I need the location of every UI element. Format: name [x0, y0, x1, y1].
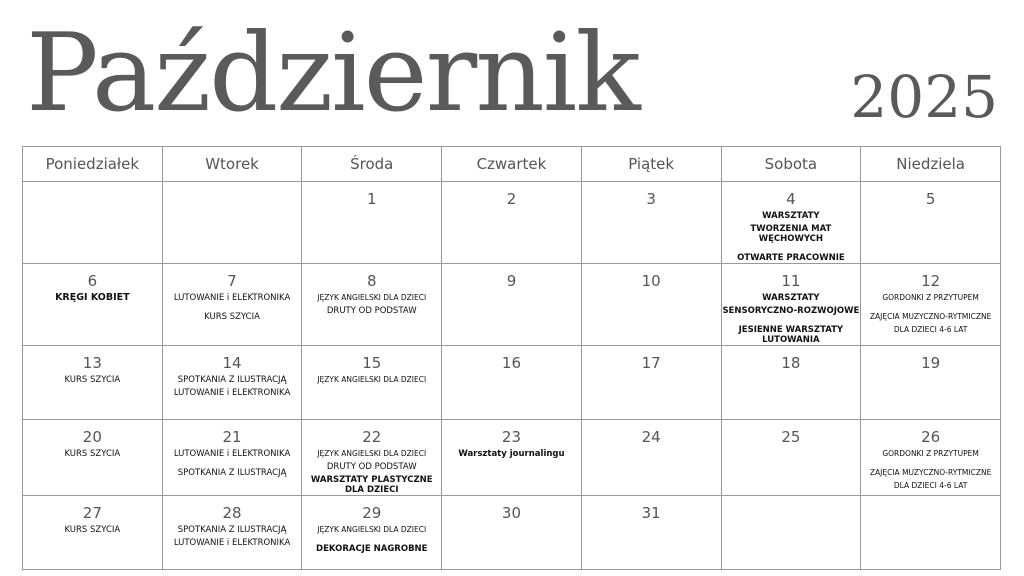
day-cell [581, 346, 721, 420]
event-label: JĘZYK ANGIELSKI DLA DZIECI [317, 525, 427, 534]
day-number: 22 [362, 428, 382, 446]
weekday-header: Niedziela [861, 147, 1001, 182]
weekday-header: Czwartek [442, 147, 582, 182]
event-label: ZAJĘCIA MUZYCZNO-RYTMICZNE [869, 312, 992, 321]
day-cell [442, 420, 582, 496]
day-cell [721, 182, 861, 264]
event-label: JĘZYK ANGIELSKI DLA DZIECI [317, 449, 427, 458]
event-label: LUTOWANIE i ELEKTRONIKA [173, 538, 291, 548]
day-number: 4 [786, 190, 796, 208]
day-number: 24 [641, 428, 661, 446]
event-label: WARSZTATY PLASTYCZNE DLA DZIECI [310, 475, 433, 495]
weekday-header: Piątek [581, 147, 721, 182]
weekday-header: Sobota [721, 147, 861, 182]
day-cell [721, 420, 861, 496]
day-number: 11 [781, 272, 801, 290]
event-label: DLA DZIECI 4-6 LAT [893, 481, 968, 490]
day-cell [23, 346, 163, 420]
event-label: GORDONKI Z PRZYTUPEM [882, 293, 979, 302]
day-number: 15 [362, 354, 382, 372]
day-number: 10 [641, 272, 661, 290]
event-label: KURS SZYCIA [64, 375, 121, 385]
event-label: KURS SZYCIA [64, 449, 121, 459]
event-label: WARSZTATY [762, 211, 820, 221]
day-number: 7 [227, 272, 237, 290]
event-label: DRUTY OD PODSTAW [326, 306, 417, 316]
event-label: LUTOWANIE i ELEKTRONIKA [173, 449, 291, 459]
day-number: 26 [921, 428, 941, 446]
event-label: LUTOWANIE i ELEKTRONIKA [173, 388, 291, 398]
week-row [23, 420, 1001, 496]
day-cell [162, 264, 302, 346]
week-row [23, 346, 1001, 420]
day-cell [581, 496, 721, 570]
day-cell [721, 264, 861, 346]
event-label: OTWARTE PRACOWNIE [737, 253, 845, 263]
day-cell [442, 496, 582, 570]
day-cell [581, 264, 721, 346]
calendar-grid [22, 146, 1001, 570]
day-number: 23 [501, 428, 521, 446]
day-cell [721, 346, 861, 420]
event-label: JĘZYK ANGIELSKI DLA DZIECI [317, 293, 427, 302]
day-cell [861, 346, 1001, 420]
day-number: 27 [82, 504, 102, 522]
day-number: 20 [82, 428, 102, 446]
day-number: 1 [366, 190, 377, 208]
empty-day-cell [721, 496, 861, 570]
event-label: SPOTKANIA Z ILUSTRACJĄ [177, 525, 287, 535]
day-number: 29 [362, 504, 382, 522]
day-cell [302, 264, 442, 346]
day-cell [442, 182, 582, 264]
day-number: 25 [781, 428, 801, 446]
week-row [23, 182, 1001, 264]
empty-day-cell [861, 496, 1001, 570]
event-label: DRUTY OD PODSTAW [326, 462, 417, 472]
day-cell [23, 264, 163, 346]
day-number: 12 [921, 272, 941, 290]
day-number: 2 [506, 190, 517, 208]
week-row [23, 264, 1001, 346]
day-cell [442, 346, 582, 420]
event-label: ZAJĘCIA MUZYCZNO-RYTMICZNE [869, 468, 992, 477]
day-number: 14 [222, 354, 242, 372]
day-number: 18 [781, 354, 801, 372]
event-label: JESIENNE WARSZTATY LUTOWANIA [738, 325, 844, 345]
year-title: 2025 [850, 63, 998, 131]
day-number: 8 [366, 272, 377, 290]
event-label: SPOTKANIA Z ILUSTRACJĄ [177, 375, 287, 385]
day-cell [302, 346, 442, 420]
event-label: SENSORYCZNO-ROZWOJOWE [722, 306, 860, 316]
day-number: 17 [641, 354, 661, 372]
day-number: 16 [501, 354, 521, 372]
day-number: 21 [222, 428, 242, 446]
day-cell [581, 420, 721, 496]
event-label: Warsztaty journalingu [458, 449, 565, 459]
day-cell [302, 420, 442, 496]
day-cell [861, 264, 1001, 346]
month-title: Październik [26, 11, 639, 136]
day-cell [442, 264, 582, 346]
day-number: 3 [646, 190, 656, 208]
weekday-header: Poniedziałek [23, 147, 163, 182]
day-cell [302, 496, 442, 570]
event-label: JĘZYK ANGIELSKI DLA DZIECI [317, 375, 427, 384]
day-cell [302, 182, 442, 264]
day-number: 30 [501, 504, 521, 522]
week-row [23, 496, 1001, 570]
day-number: 28 [222, 504, 242, 522]
day-number: 31 [641, 504, 661, 522]
event-label: DEKORACJE NAGROBNE [316, 544, 428, 554]
day-number: 6 [87, 272, 98, 290]
day-cell [23, 420, 163, 496]
empty-day-cell [23, 182, 163, 264]
event-label: GORDONKI Z PRZYTUPEM [882, 449, 979, 458]
weekday-header: Wtorek [162, 147, 302, 182]
weekday-header-row [23, 147, 1001, 182]
event-label: KURS SZYCIA [64, 525, 121, 535]
event-label: DLA DZIECI 4-6 LAT [893, 325, 968, 334]
event-label: LUTOWANIE i ELEKTRONIKA [173, 293, 291, 303]
day-cell [162, 420, 302, 496]
day-cell [162, 346, 302, 420]
day-number: 13 [82, 354, 102, 372]
day-cell [861, 182, 1001, 264]
event-label: TWORZENIA MAT WĘCHOWYCH [750, 224, 832, 244]
empty-day-cell [162, 182, 302, 264]
day-cell [23, 496, 163, 570]
event-label: SPOTKANIA Z ILUSTRACJĄ [177, 468, 287, 478]
day-cell [581, 182, 721, 264]
day-cell [861, 420, 1001, 496]
day-number: 19 [921, 354, 941, 372]
event-label: KURS SZYCIA [204, 312, 260, 322]
day-number: 9 [506, 272, 517, 290]
event-label: KRĘGI KOBIET [55, 292, 130, 303]
day-number: 5 [925, 190, 936, 208]
weekday-header: Środa [302, 147, 442, 182]
calendar-body [23, 182, 1001, 570]
event-label: WARSZTATY [762, 293, 820, 303]
day-cell [162, 496, 302, 570]
